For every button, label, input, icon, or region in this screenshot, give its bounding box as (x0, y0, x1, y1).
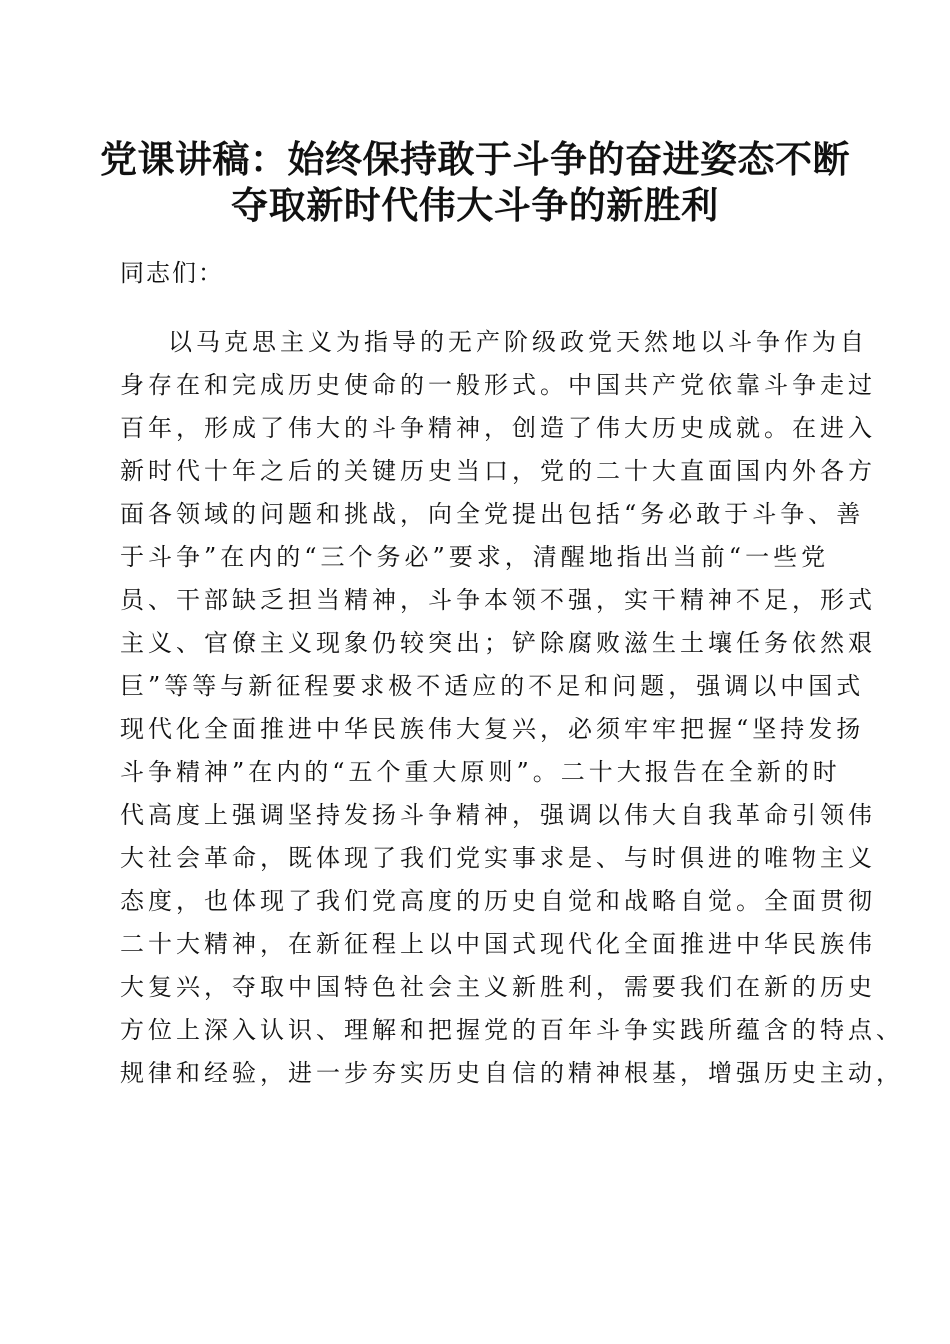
paragraph-line: 二十大精神，在新征程上以中国式现代化全面推进中华民族伟 (120, 930, 876, 958)
paragraph-line: 面各领域的问题和挑战，向全党提出包括“务必敢于斗争、善 (120, 500, 865, 528)
paragraph-line: 态度，也体现了我们党高度的历史自觉和战略自觉。全面贯彻 (120, 887, 876, 915)
paragraph-line: 斗争精神”在内的“五个重大原则”。二十大报告在全新的时 (120, 758, 841, 786)
document-title-line-1: 党课讲稿：始终保持敢于斗争的奋进姿态不断 (100, 137, 850, 181)
paragraph-line: 百年，形成了伟大的斗争精神，创造了伟大历史成就。在进入 (120, 414, 876, 442)
paragraph-line: 主义、官僚主义现象仍较突出；铲除腐败滋生土壤任务依然艰 (120, 629, 876, 657)
greeting: 同志们： (120, 259, 224, 287)
paragraph-line: 大社会革命，既体现了我们党实事求是、与时俱进的唯物主义 (120, 844, 876, 872)
paragraph-line: 现代化全面推进中华民族伟大复兴，必须牢牢把握“坚持发扬 (120, 715, 865, 743)
paragraph-line: 新时代十年之后的关键历史当口，党的二十大直面国内外各方 (120, 457, 876, 485)
paragraph-line: 大复兴，夺取中国特色社会主义新胜利，需要我们在新的历史 (120, 973, 876, 1001)
document-title-line-2: 夺取新时代伟大斗争的新胜利 (231, 183, 719, 227)
paragraph-line: 方位上深入认识、理解和把握党的百年斗争实践所蕴含的特点、 (120, 1016, 904, 1044)
paragraph-line: 规律和经验，进一步夯实历史自信的精神根基，增强历史主动， (120, 1059, 904, 1087)
paragraph-line: 代高度上强调坚持发扬斗争精神，强调以伟大自我革命引领伟 (120, 801, 876, 829)
paragraph-line: 以马克思主义为指导的无产阶级政党天然地以斗争作为自 (168, 328, 868, 356)
paragraph-line: 巨”等等与新征程要求极不适应的不足和问题，强调以中国式 (120, 672, 865, 700)
paragraph-line: 于斗争”在内的“三个务必”要求，清醒地指出当前“一些党 (120, 543, 830, 571)
paragraph-line: 身存在和完成历史使命的一般形式。中国共产党依靠斗争走过 (120, 371, 876, 399)
paragraph-line: 员、干部缺乏担当精神，斗争本领不强，实干精神不足，形式 (120, 586, 876, 614)
body-paragraph (120, 321, 904, 1095)
